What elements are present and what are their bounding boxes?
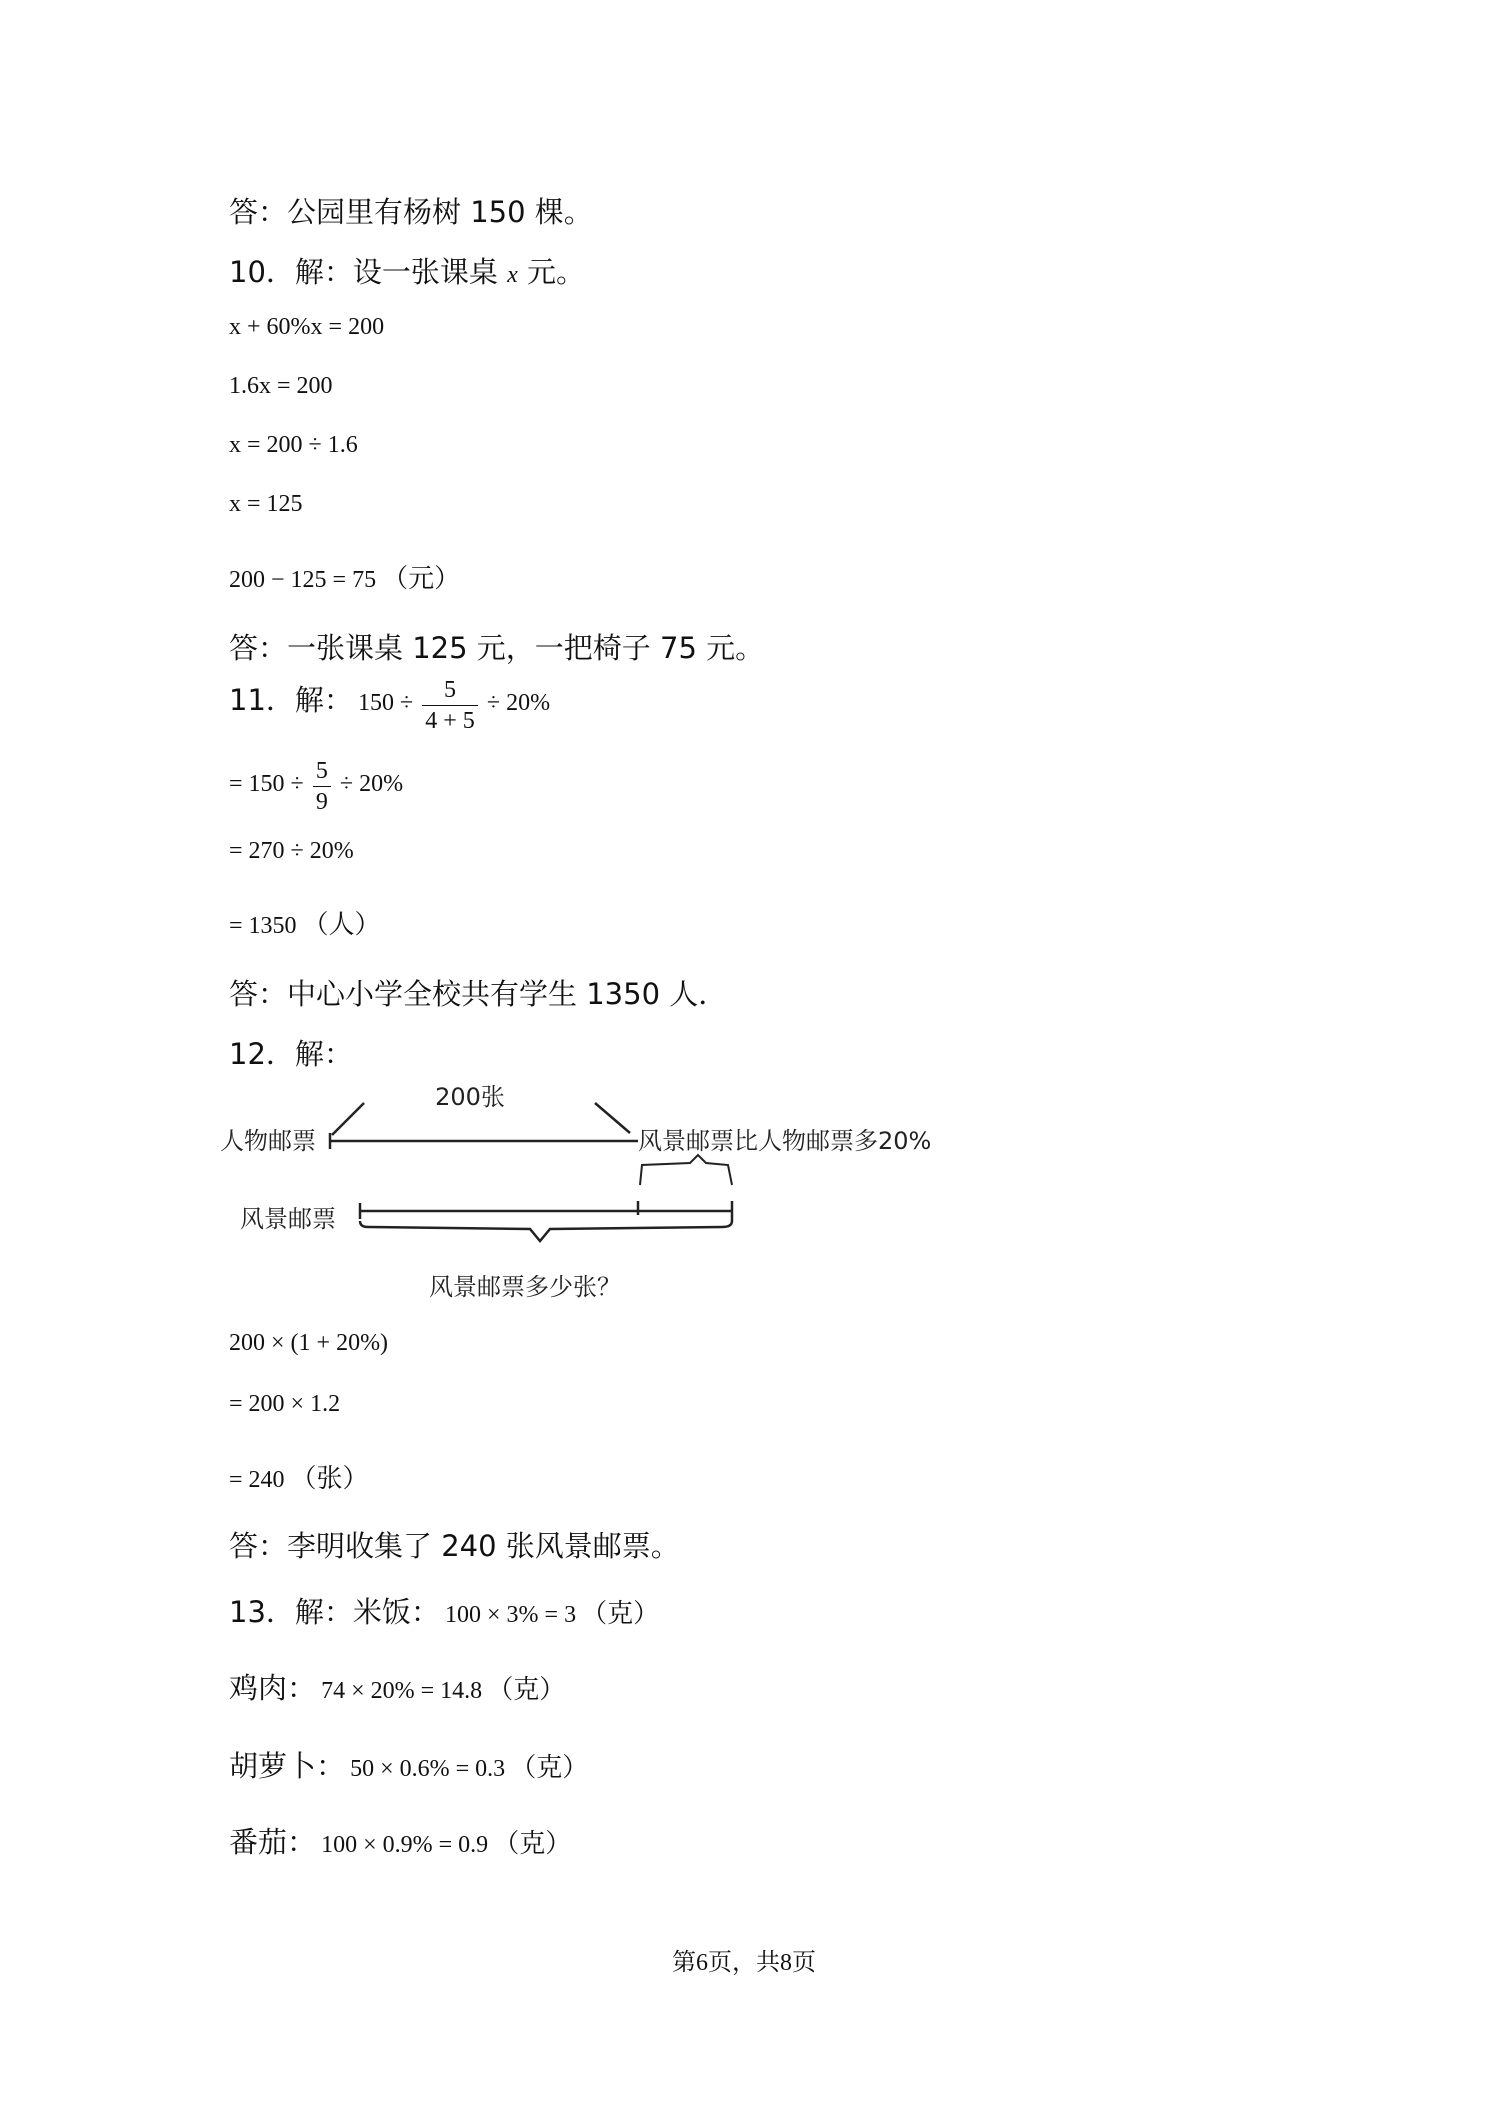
extra-brace [640, 1155, 732, 1185]
answer-10: 答：一张课桌 125 元，一把椅子 75 元。 [229, 631, 765, 665]
q10-step-3: x = 200 ÷ 1.6 [229, 432, 358, 458]
q11-step-2: = 150 ÷ $\frac{5}{9}$ ÷ 20% [229, 758, 404, 815]
q10-step-4: x = 125 [229, 491, 303, 517]
page-footer: 第6页，共8页 [672, 1950, 816, 1976]
q10-step-2: 1.6x = 200 [229, 373, 333, 399]
question-label: 风景邮票多少张？ [429, 1273, 621, 1301]
q12-heading: 12．解： [229, 1037, 353, 1071]
q10-heading: 10．解：设一张课桌 x 元。 [229, 255, 586, 289]
answer-11: 答：中心小学全校共有学生 1350 人． [229, 977, 728, 1011]
q11-heading: 11．解： [229, 683, 353, 717]
q12-step-1: 200 × (1 + 20%) [229, 1330, 389, 1356]
q11-step-3: = 270 ÷ 20% [229, 838, 354, 864]
q13-rice-line: 13．解：米饭： 100 × 3% = 3 （克） [229, 1595, 660, 1629]
top-brace-label: 200张 [435, 1083, 505, 1111]
q11-first-line: 11．解： 150 ÷ $\frac{5}{4 + 5}$ ÷ 20% [229, 677, 551, 734]
row1-bar [330, 1133, 638, 1149]
q13-carrot-line: 胡萝卜： 50 × 0.6% = 0.3 （克） [229, 1749, 589, 1783]
q10-step-1: x + 60%x = 200 [229, 314, 385, 340]
q10-step-5: 200 − 125 = 75 （元） [229, 564, 461, 594]
q13-tomato-line: 番茄： 100 × 0.9% = 0.9 （克） [229, 1825, 572, 1859]
stamp-diagram [220, 1075, 980, 1315]
row1-label: 人物邮票 [220, 1127, 316, 1155]
row2-label: 风景邮票 [240, 1205, 336, 1233]
q13-chicken-line: 鸡肉： 74 × 20% = 14.8 （克） [229, 1671, 566, 1705]
q10-variable: x [507, 262, 518, 288]
q11-fraction-1: $\frac{5}{4 + 5}$ [422, 675, 478, 736]
answer-12: 答：李明收集了 240 张风景邮票。 [229, 1529, 680, 1563]
q12-step-3: = 240 （张） [229, 1464, 369, 1494]
q11-fraction-2: $\frac{5}{9}$ [313, 756, 331, 817]
extra-label: 风景邮票比人物邮票多20% [638, 1127, 932, 1155]
q13-heading: 13．解：米饭： [229, 1595, 440, 1629]
q12-step-2: = 200 × 1.2 [229, 1391, 341, 1417]
row2-bar [360, 1201, 732, 1241]
answer-9: 答：公园里有杨树 150 棵。 [229, 195, 593, 229]
q11-step-4: = 1350 （人） [229, 910, 381, 940]
